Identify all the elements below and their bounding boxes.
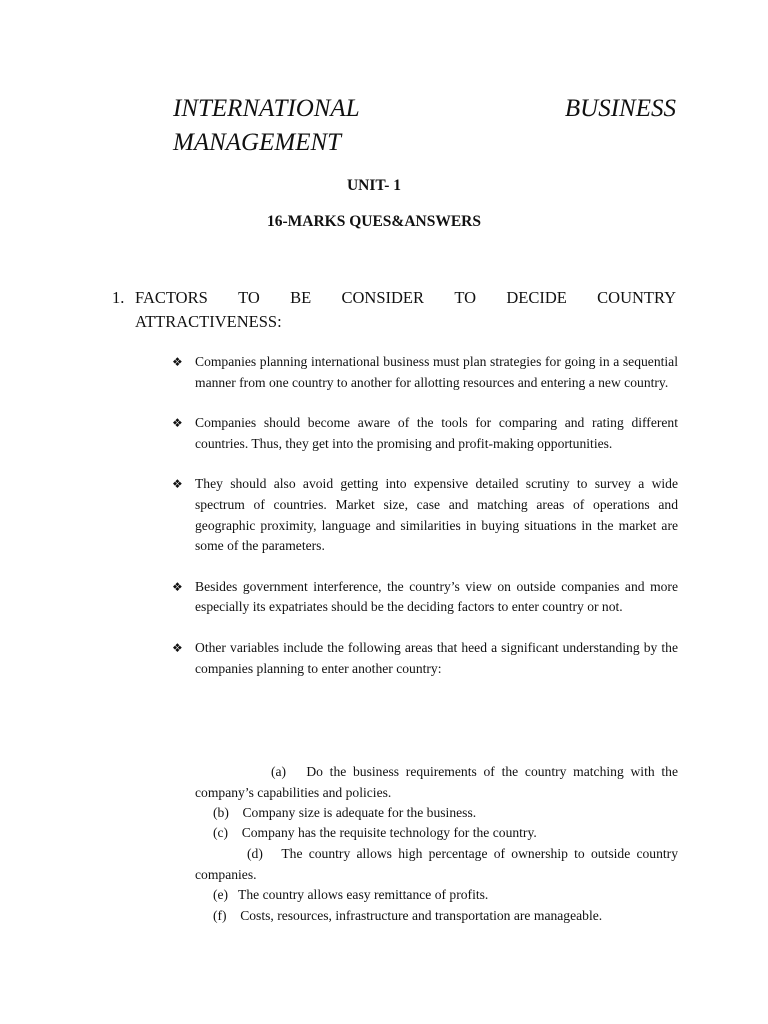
diamond-bullet-icon: ❖ [172, 477, 183, 492]
sub-item [195, 844, 678, 885]
list-item [172, 413, 678, 454]
bullet-text: Companies planning international business must plan strategies for going in a sequential manner from one country to another for allotting resources and entering a new country. [195, 354, 678, 390]
list-item [172, 352, 678, 393]
title-word-international: INTERNATIONAL [173, 95, 360, 122]
sub-item-label: (f) [213, 908, 227, 923]
bullet-list [172, 352, 678, 699]
bullet-text: Companies should become aware of the tools for comparing and rating different countries. Thus, they get into the promising and profit-making opportunities. [195, 415, 678, 451]
sub-item [195, 885, 678, 906]
diamond-bullet-icon: ❖ [172, 640, 183, 655]
question-word: FACTORS [135, 288, 208, 307]
sub-item [195, 823, 678, 844]
sub-item-text: The country allows high percentage of ownership to outside country companies. [195, 846, 679, 882]
diamond-bullet-icon: ❖ [172, 416, 183, 431]
question-word: BE [290, 288, 312, 307]
sub-item-label: (c) [213, 825, 229, 840]
sub-item-label: (b) [213, 805, 229, 820]
sub-item-text: Costs, resources, infrastructure and transportation are manageable. [240, 908, 603, 923]
sub-item [195, 803, 678, 824]
question-line-2: ATTRACTIVENESS: [135, 312, 282, 331]
title-word-management: MANAGEMENT [173, 129, 342, 156]
question-word: TO [454, 288, 477, 307]
sub-item-text: Company has the requisite technology for the country. [241, 825, 537, 840]
list-item [172, 638, 678, 679]
question-word: CONSIDER [341, 288, 425, 307]
sub-item [195, 906, 678, 927]
sub-item [195, 762, 678, 803]
sub-item-text: The country allows easy remittance of profits. [238, 887, 489, 902]
list-item [172, 474, 678, 556]
sub-item-label: (a) [271, 764, 287, 779]
bullet-text: They should also avoid getting into expensive detailed scrutiny to survey a wide spectrum of countries. Market size, case and matching areas of operations and geographic proximity, language and similarities in buying situations in the market are some of the parameters. [195, 476, 678, 554]
title-word-business: BUSINESS [564, 95, 676, 122]
document-title [173, 92, 676, 160]
question-number: 1. [112, 288, 125, 307]
question-word: TO [238, 288, 260, 307]
sub-item-text: Company size is adequate for the business. [242, 805, 477, 820]
sub-item-text: Do the business requirements of the country matching with the company’s capabilities and policies. [195, 764, 679, 800]
list-item [172, 577, 678, 618]
sub-item-label: (e) [213, 887, 229, 902]
bullet-text: Other variables include the following areas that heed a significant understanding by the companies planning to enter another country: [195, 639, 678, 676]
bullet-text: Besides government interference, the country’s view on outside companies and more especially its expatriates should be the deciding factors to enter country or not. [195, 578, 678, 615]
question-heading [135, 286, 676, 334]
unit-heading: UNIT- 1 [346, 177, 402, 194]
question-word: COUNTRY [597, 288, 676, 307]
sub-item-label: (d) [247, 846, 263, 861]
question-word: DECIDE [506, 288, 567, 307]
diamond-bullet-icon: ❖ [172, 355, 183, 369]
marks-heading: 16-MARKS QUES&ANSWERS [266, 213, 481, 230]
diamond-bullet-icon: ❖ [172, 579, 183, 594]
